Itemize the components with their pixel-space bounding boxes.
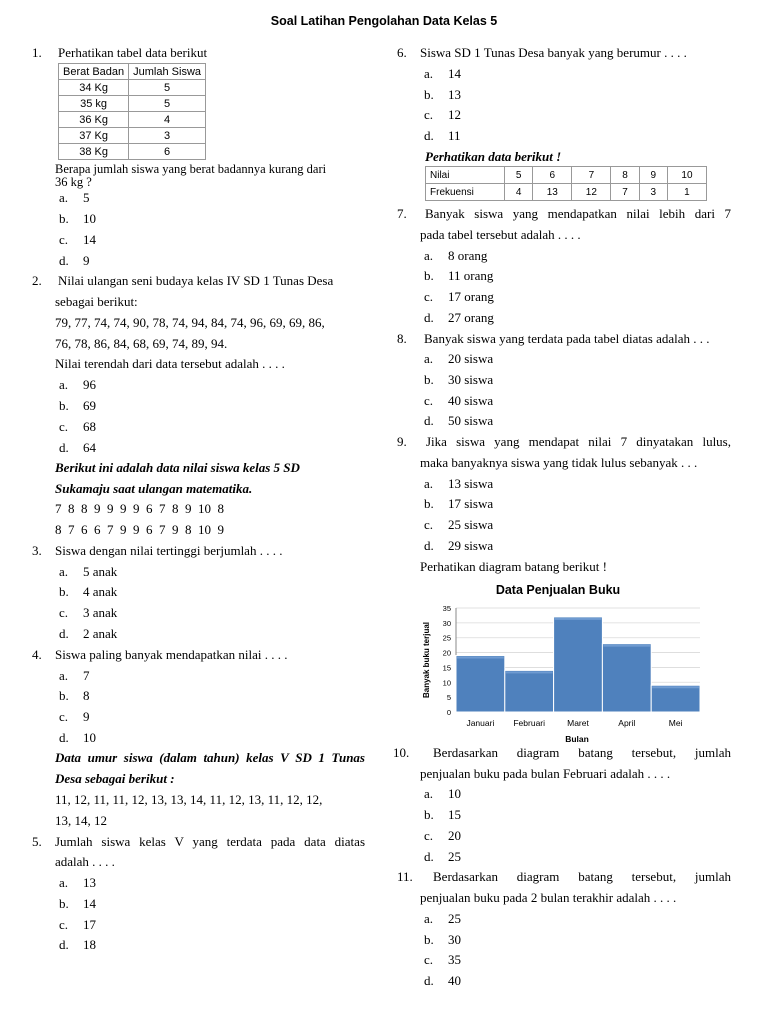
- bar: [456, 656, 505, 712]
- question-number: 10.: [393, 745, 410, 760]
- question-number: 9.: [397, 434, 407, 449]
- bar: [554, 617, 603, 712]
- x-tick-label: Maret: [567, 718, 589, 728]
- y-tick-label: 35: [442, 604, 451, 613]
- question-text: maka banyaknya siswa yang tidak lulus sebanyak . . .: [420, 455, 698, 470]
- option: b. 4 anak: [59, 584, 118, 599]
- option: a. 13 siswa: [424, 476, 494, 491]
- table-row: Nilai 5 6 7 8 9 10: [426, 167, 707, 184]
- bar-highlight: [506, 671, 553, 673]
- option: d. 18: [59, 937, 96, 952]
- question-number: 4.: [32, 647, 42, 662]
- option: d. 9: [59, 253, 90, 268]
- table-row: 35 kg 5: [59, 96, 206, 112]
- option: c. 3 anak: [59, 605, 118, 620]
- option: d. 25: [424, 849, 461, 864]
- question-text: Banyak siswa yang mendapatkan nilai lebih dari 7: [425, 206, 731, 221]
- bar-highlight: [603, 645, 650, 647]
- bar-highlight: [555, 618, 602, 620]
- x-tick-label: Januari: [466, 718, 495, 728]
- section-heading: Berikut ini adalah data nilai siswa kelas 5 SD: [55, 460, 300, 475]
- option: a. 5 anak: [59, 564, 118, 579]
- question-number: 7.: [397, 206, 407, 221]
- table-row: Frekuensi 4 13 12 7 3 1: [426, 184, 707, 201]
- section-heading: Perhatikan data berikut !: [425, 149, 562, 164]
- option: a. 7: [59, 668, 90, 683]
- question-text: Siswa SD 1 Tunas Desa banyak yang berumur . . . .: [420, 45, 687, 60]
- bar-highlight: [652, 686, 699, 688]
- page-title: Soal Latihan Pengolahan Data Kelas 5: [270, 14, 498, 28]
- option: b. 10: [59, 211, 96, 226]
- option: c. 35: [424, 952, 461, 967]
- option: a. 25: [424, 911, 461, 926]
- question-number: 11.: [397, 869, 413, 884]
- option: a. 14: [424, 66, 461, 81]
- option: c. 14: [59, 232, 96, 247]
- y-tick-label: 30: [442, 618, 451, 628]
- option: d. 2 anak: [59, 626, 118, 641]
- x-tick-label: Februari: [513, 718, 546, 728]
- bar: [651, 685, 700, 712]
- x-axis-label: Bulan: [565, 734, 589, 744]
- option: a. 5: [59, 190, 90, 205]
- option: d. 10: [59, 730, 96, 745]
- option: d. 50 siswa: [424, 413, 494, 428]
- option: a. 96: [59, 377, 96, 392]
- bar-chart: [418, 578, 718, 746]
- option: b. 14: [59, 896, 96, 911]
- option: b. 30 siswa: [424, 372, 494, 387]
- question-text: Perhatikan tabel data berikut: [58, 45, 208, 60]
- data-line: 7 8 8 9 9 9 9 6 7 8 9 10 8: [55, 501, 224, 516]
- section-heading: Data umur siswa (dalam tahun) kelas V SD 1 Tunas: [55, 750, 365, 765]
- option: c. 20: [424, 828, 461, 843]
- y-tick-label: 25: [442, 633, 451, 643]
- question-number: 8.: [397, 331, 407, 346]
- bar: [602, 644, 651, 712]
- question-text: pada tabel tersebut adalah . . . .: [420, 227, 581, 242]
- y-tick-label: 10: [442, 678, 451, 688]
- question-text: sebagai berikut:: [55, 294, 138, 309]
- x-tick-label: April: [618, 718, 636, 728]
- chart-intro: Perhatikan diagram batang berikut !: [420, 559, 607, 574]
- option: c. 25 siswa: [424, 517, 494, 532]
- data-line: 13, 14, 12: [55, 813, 107, 828]
- bar: [505, 670, 554, 712]
- option: b. 13: [424, 87, 461, 102]
- question-text: Banyak siswa yang terdata pada tabel diatas adalah . . .: [424, 331, 710, 346]
- option: b. 17 siswa: [424, 496, 494, 511]
- question-text: Siswa dengan nilai tertinggi berjumlah . . . .: [55, 543, 283, 558]
- data-line: 8 7 6 6 7 9 9 6 7 9 8 10 9: [55, 522, 224, 537]
- question-number: 2.: [32, 273, 42, 288]
- question-text: 36 kg ?: [55, 175, 92, 189]
- y-tick-label: 5: [446, 693, 451, 703]
- option: b. 30: [424, 932, 461, 947]
- table-header: Berat Badan: [59, 64, 129, 80]
- section-heading: Desa sebagai berikut :: [55, 771, 175, 786]
- option: b. 11 orang: [424, 268, 494, 283]
- option: d. 40: [424, 973, 461, 988]
- table-header: Jumlah Siswa: [129, 64, 206, 80]
- option: c. 68: [59, 419, 96, 434]
- option: b. 8: [59, 688, 90, 703]
- question-text: Jika siswa yang mendapat nilai 7 dinyatakan lulus,: [426, 434, 731, 449]
- question-text: Berdasarkan diagram batang tersebut, jumlah: [433, 745, 731, 760]
- option: c. 17: [59, 917, 96, 932]
- option: b. 69: [59, 398, 96, 413]
- option: c. 40 siswa: [424, 393, 494, 408]
- option: a. 8 orang: [424, 248, 488, 263]
- question-number: 5.: [32, 834, 42, 849]
- y-tick-label: 20: [442, 648, 451, 658]
- question-text: Berapa jumlah siswa yang berat badannya kurang dari: [55, 162, 327, 176]
- data-line: 76, 78, 86, 84, 68, 69, 74, 89, 94.: [55, 336, 228, 351]
- bar-highlight: [457, 657, 504, 659]
- row-label: Nilai: [426, 167, 505, 184]
- question-number: 6.: [397, 45, 407, 60]
- y-tick-label: 0: [446, 708, 451, 717]
- y-tick-label: 15: [442, 663, 451, 673]
- question-text: Nilai terendah dari data tersebut adalah . . . .: [55, 356, 285, 371]
- data-line: 11, 12, 11, 11, 12, 13, 13, 14, 11, 12, 13, 11, 12, 12,: [55, 792, 323, 807]
- table-row: 37 Kg 3: [59, 128, 206, 144]
- option: b. 15: [424, 807, 461, 822]
- chart-title: Data Penjualan Buku: [495, 583, 621, 597]
- weight-table: [58, 63, 206, 160]
- option: c. 9: [59, 709, 90, 724]
- question-text: Nilai ulangan seni budaya kelas IV SD 1 Tunas Desa: [58, 273, 334, 288]
- option: c. 17 orang: [424, 289, 494, 304]
- table-row: 34 Kg 5: [59, 80, 206, 96]
- question-text: Siswa paling banyak mendapatkan nilai . . . .: [55, 647, 288, 662]
- question-number: 3.: [32, 543, 42, 558]
- option: a. 10: [424, 786, 461, 801]
- question-text: penjualan buku pada bulan Februari adalah . . . .: [420, 766, 671, 781]
- table-row: 38 Kg 6: [59, 144, 206, 160]
- option: a. 13: [59, 875, 96, 890]
- option: d. 29 siswa: [424, 538, 494, 553]
- question-text: Berdasarkan diagram batang tersebut, jumlah: [433, 869, 731, 884]
- option: d. 27 orang: [424, 310, 494, 325]
- option: c. 12: [424, 107, 461, 122]
- option: d. 11: [424, 128, 461, 143]
- option: d. 64: [59, 440, 96, 455]
- row-label: Frekuensi: [426, 184, 505, 201]
- table-row: 36 Kg 4: [59, 112, 206, 128]
- question-number: 1.: [32, 45, 42, 60]
- question-text: penjualan buku pada 2 bulan terakhir adalah . . . .: [420, 890, 677, 905]
- question-text: Jumlah siswa kelas V yang terdata pada data diatas: [55, 834, 365, 849]
- data-line: 79, 77, 74, 74, 90, 78, 74, 94, 84, 74, 96, 69, 69, 86,: [55, 315, 325, 330]
- y-axis-label: Banyak buku terjual: [422, 621, 431, 699]
- x-tick-label: Mei: [668, 718, 683, 728]
- question-text: adalah . . . .: [55, 854, 115, 869]
- section-heading: Sukamaju saat ulangan matematika.: [55, 481, 253, 496]
- frequency-table: [425, 166, 707, 201]
- option: a. 20 siswa: [424, 351, 494, 366]
